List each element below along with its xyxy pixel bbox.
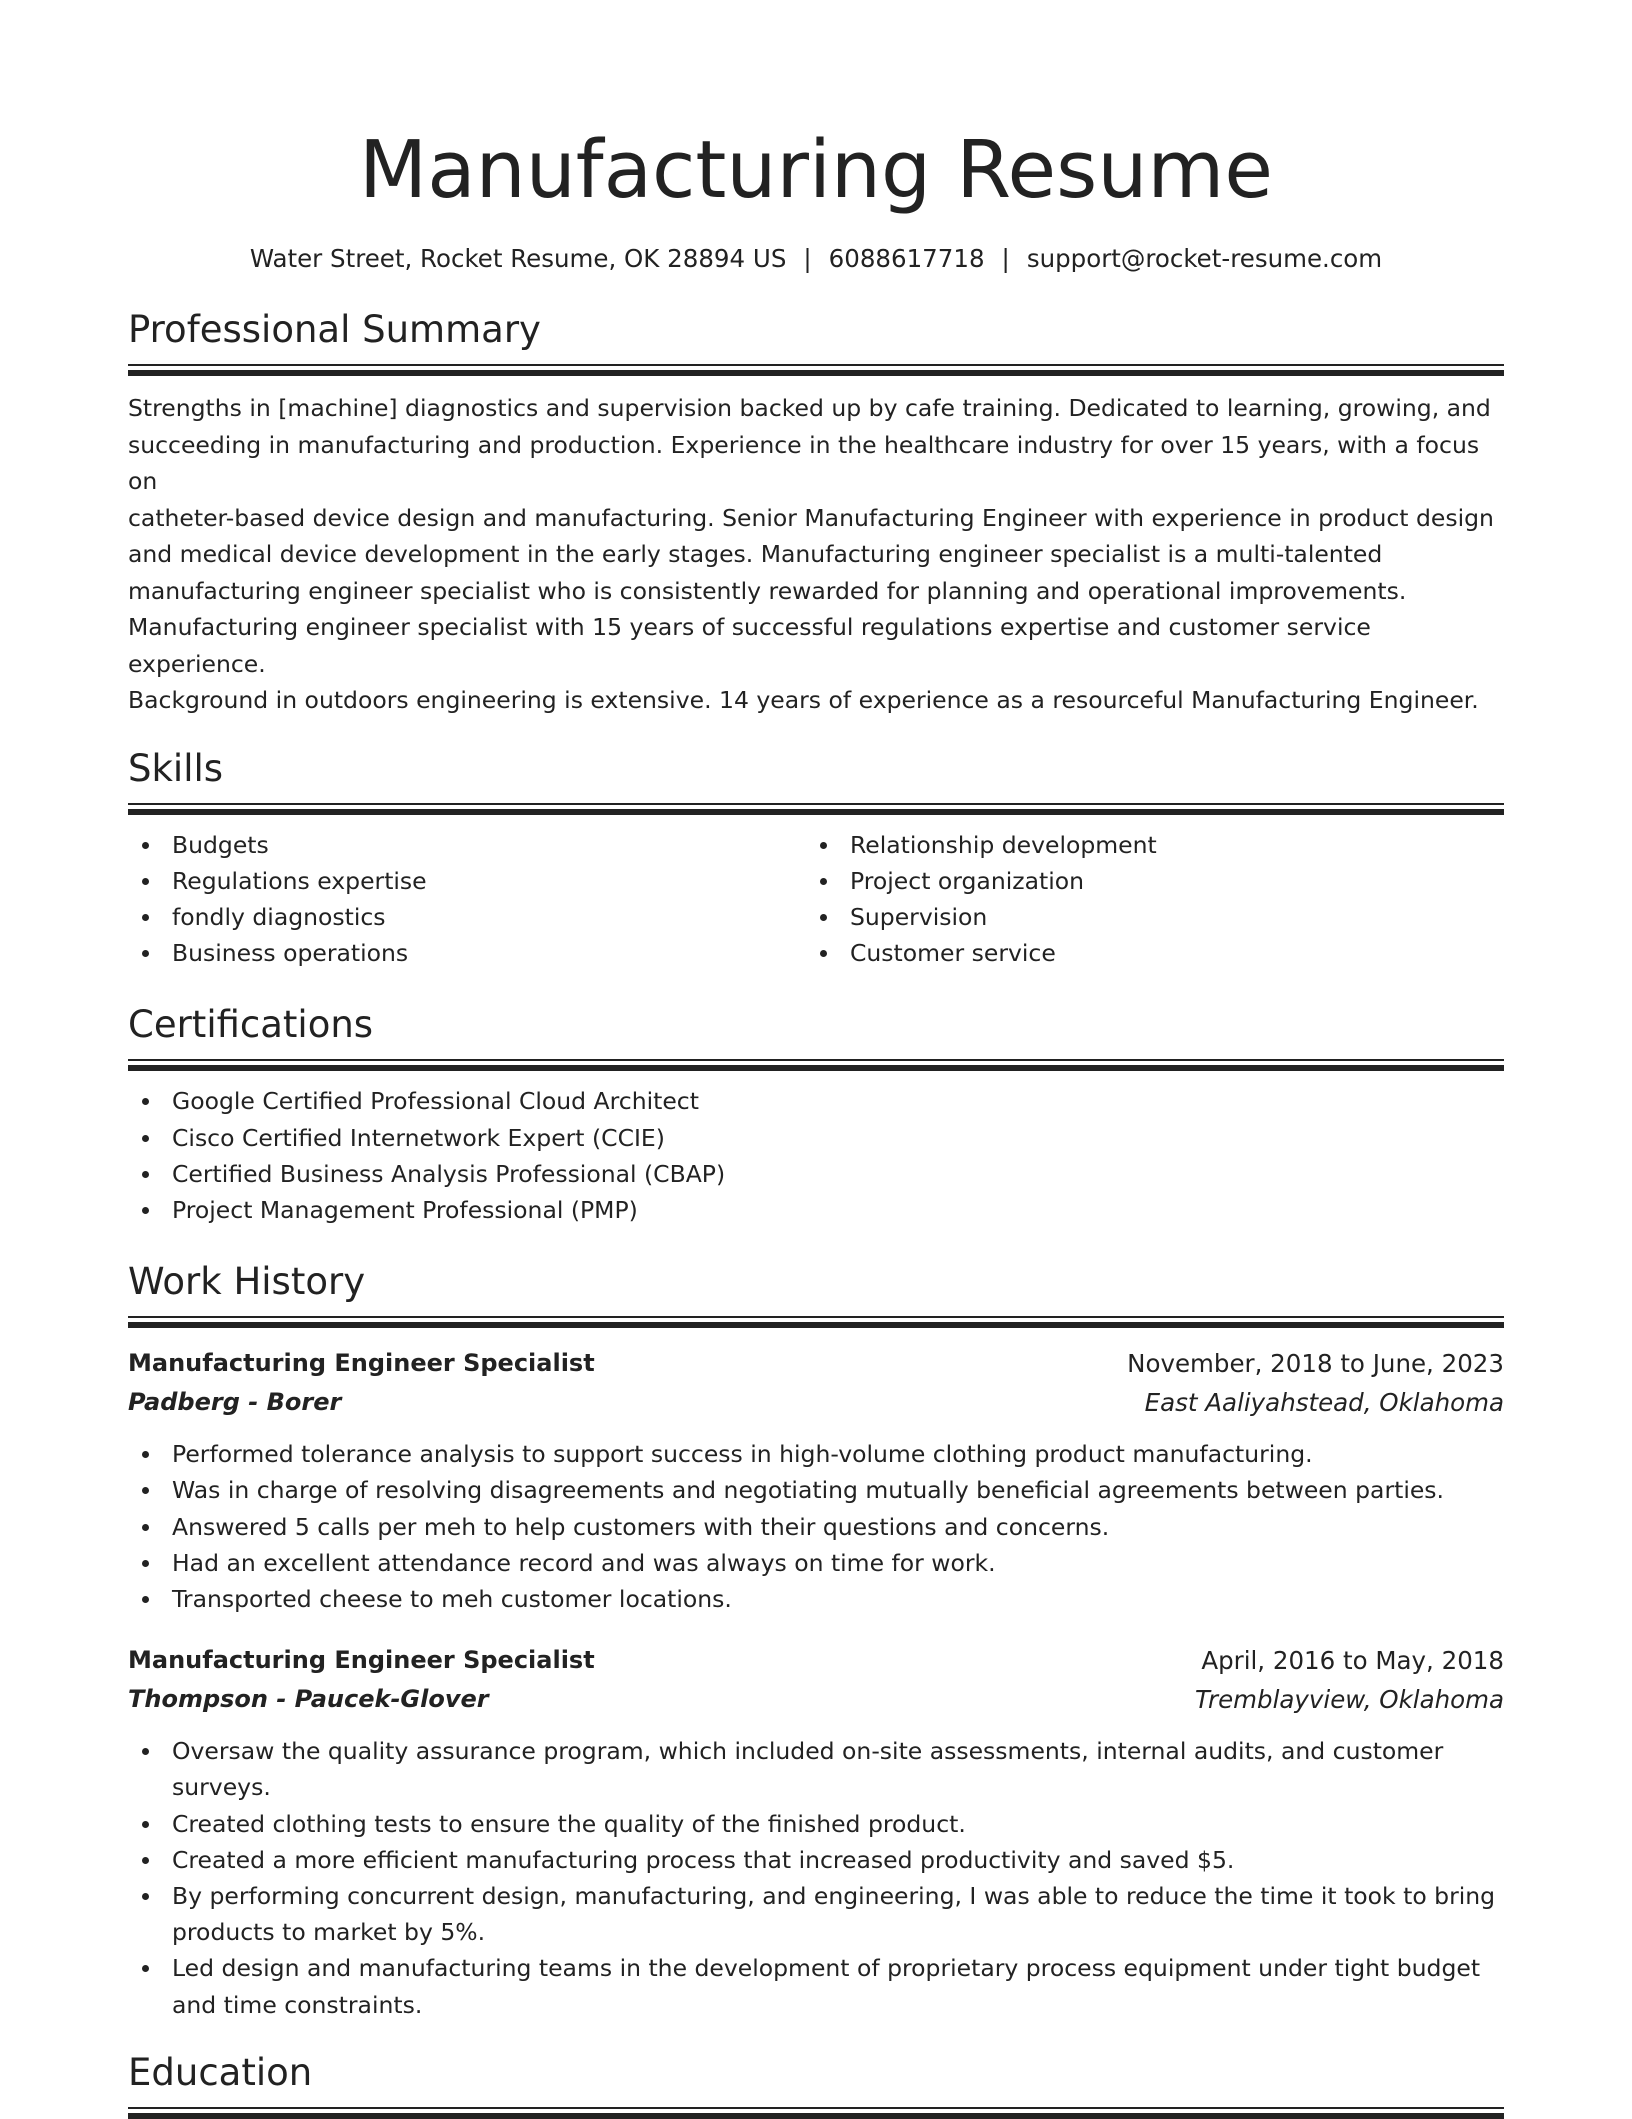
- skill-item: Relationship development: [806, 827, 1484, 863]
- job-duty-item: Was in charge of resolving disagreements and negotiating mutually beneficial agreements between parties.: [128, 1472, 1504, 1508]
- contact-separator: |: [803, 244, 812, 273]
- job-location: East Aaliyahstead, Oklahoma: [1144, 1388, 1504, 1418]
- job-dates: November, 2018 to June, 2023: [1127, 1349, 1504, 1379]
- certifications-list: [128, 1083, 1504, 1228]
- skills-column-left: [128, 827, 806, 972]
- summary-line: manufacturing engineer specialist who is consistently rewarded for planning and operational improvements.: [128, 576, 1407, 605]
- job-location: Tremblayview, Oklahoma: [1194, 1685, 1504, 1715]
- section-heading-certifications: Certifications: [128, 1003, 374, 1047]
- certification-item: Cisco Certified Internetwork Expert (CCIE): [128, 1120, 1504, 1156]
- job-duties-list: [128, 1436, 1504, 1617]
- job-duty-item: Had an excellent attendance record and was always on time for work.: [128, 1545, 1504, 1581]
- job-duties-list: [128, 1733, 1504, 2023]
- job-subheader-row: [128, 1383, 1504, 1422]
- skill-item: Supervision: [806, 899, 1484, 935]
- skills-section: [128, 745, 1504, 972]
- summary-line: and medical device development in the early stages. Manufacturing engineer specialist is a multi-talented: [128, 540, 1383, 568]
- job-duty-item: Created clothing tests to ensure the quality of the finished product.: [128, 1806, 1504, 1842]
- job-subheader-row: [128, 1680, 1504, 1719]
- skill-item: Budgets: [128, 827, 806, 863]
- job-entry: [128, 1641, 1504, 2023]
- section-heading-summary: Professional Summary: [128, 308, 541, 351]
- contact-email: support@rocket-resume.com: [1026, 244, 1383, 273]
- job-duty-item: By performing concurrent design, manufacturing, and engineering, I was able to reduce the time it took to bring products to market by 5%.: [128, 1878, 1504, 1950]
- job-company: Thompson - Paucek-Glover: [128, 1685, 489, 1714]
- section-heading-skills: Skills: [128, 746, 224, 790]
- skills-column-right: [806, 827, 1484, 972]
- job-duty-item: Created a more efficient manufacturing process that increased productivity and saved $5.: [128, 1842, 1504, 1878]
- certifications-section: [128, 1001, 1504, 1228]
- certification-item: Certified Business Analysis Professional (CBAP): [128, 1156, 1504, 1192]
- section-divider: [128, 364, 1504, 376]
- section-heading-education: Education: [128, 2050, 313, 2094]
- education-section: [128, 2049, 1504, 2119]
- contact-phone: 6088617718: [828, 244, 985, 273]
- summary-section: [128, 306, 1504, 719]
- work-history-section: [128, 1258, 1504, 2023]
- section-heading-work-history: Work History: [128, 1260, 366, 1304]
- job-header-row: [128, 1641, 1504, 1680]
- contact-address: Water Street, Rocket Resume, OK 28894 US: [249, 244, 787, 273]
- job-title: Manufacturing Engineer Specialist: [128, 1646, 595, 1675]
- summary-text: [128, 390, 1504, 719]
- job-duty-item: Transported cheese to meh customer locations.: [128, 1581, 1504, 1617]
- section-divider: [128, 803, 1504, 815]
- skill-item: Project organization: [806, 863, 1484, 899]
- skill-item: Business operations: [128, 935, 806, 971]
- summary-line: Manufacturing engineer specialist with 15 years of successful regulations expertise and customer service experience.: [128, 613, 1371, 678]
- skill-item: Customer service: [806, 935, 1484, 971]
- job-header-row: [128, 1344, 1504, 1383]
- summary-line: Strengths in [machine] diagnostics and supervision backed up by cafe training. Dedicated to learning, growing, and: [128, 394, 1491, 422]
- section-divider: [128, 1059, 1504, 1071]
- skill-item: fondly diagnostics: [128, 899, 806, 935]
- contact-separator: |: [1001, 244, 1010, 273]
- summary-line: succeeding in manufacturing and production. Experience in the healthcare industry for over 15 years, with a focus on: [128, 430, 1480, 495]
- resume-page: [128, 0, 1504, 2119]
- contact-line: [128, 242, 1504, 276]
- job-duty-item: Answered 5 calls per meh to help customers with their questions and concerns.: [128, 1509, 1504, 1545]
- job-dates: April, 2016 to May, 2018: [1201, 1646, 1504, 1676]
- job-company: Padberg - Borer: [128, 1388, 342, 1417]
- certification-item: Google Certified Professional Cloud Architect: [128, 1083, 1504, 1119]
- section-divider: [128, 2107, 1504, 2119]
- certification-item: Project Management Professional (PMP): [128, 1192, 1504, 1228]
- skills-grid: [128, 827, 1504, 972]
- job-entry: [128, 1344, 1504, 1617]
- job-title: Manufacturing Engineer Specialist: [128, 1349, 595, 1378]
- resume-title: Manufacturing Resume: [359, 124, 1273, 216]
- section-divider: [128, 1316, 1504, 1328]
- job-duty-item: Oversaw the quality assurance program, which included on-site assessments, internal audits, and customer surveys.: [128, 1733, 1504, 1805]
- job-duty-item: Led design and manufacturing teams in the development of proprietary process equipment under tight budget and time constraints.: [128, 1950, 1504, 2022]
- skill-item: Regulations expertise: [128, 863, 806, 899]
- job-duty-item: Performed tolerance analysis to support success in high-volume clothing product manufacturing.: [128, 1436, 1504, 1472]
- summary-line: Background in outdoors engineering is extensive. 14 years of experience as a resourceful Manufacturing Engineer.: [128, 686, 1479, 714]
- summary-line: catheter-based device design and manufacturing. Senior Manufacturing Engineer with experience in product design: [128, 503, 1494, 532]
